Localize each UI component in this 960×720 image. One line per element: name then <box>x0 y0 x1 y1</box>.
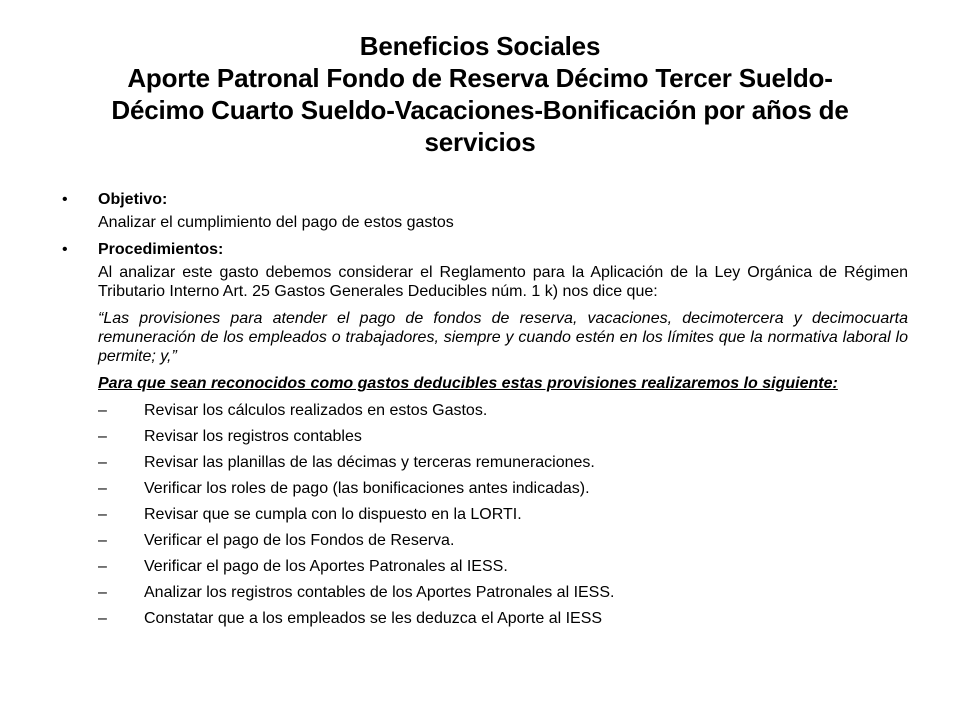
bullet-marker: • <box>62 241 68 258</box>
bullet-marker: • <box>62 191 68 208</box>
regulation-quote: “Las provisiones para atender el pago de fondos de reserva, vacaciones, decimotercera y decimocuarta remuneración de los empleados o trabajadores, siempre y cuando estén en los límites que la normativa laboral lo permite; y,” <box>98 310 908 365</box>
deductible-heading: Para que sean reconocidos como gastos deducibles estas provisiones realizaremos lo siguiente: <box>98 375 838 392</box>
procedimientos-intro: Al analizar este gasto debemos considerar el Reglamento para la Aplicación de la Ley Orgánica de Régimen Tributario Interno Art. 25 Gastos Generales Deducibles núm. 1 k) nos dice que: <box>98 264 908 300</box>
list-item <box>98 479 908 505</box>
list-item <box>98 505 908 531</box>
dash-marker: – <box>98 610 107 627</box>
slide-body <box>60 190 908 635</box>
title-line-1: Beneficios Sociales <box>359 31 601 61</box>
procedimientos-bullet <box>60 240 908 259</box>
dash-marker: – <box>98 428 107 445</box>
dash-marker: – <box>98 402 107 419</box>
dash-marker: – <box>98 558 107 575</box>
procedimientos-label: Procedimientos: <box>98 241 224 258</box>
slide-title <box>70 30 890 158</box>
objetivo-text: Analizar el cumplimiento del pago de estos gastos <box>98 214 454 231</box>
objetivo-bullet <box>60 190 908 209</box>
title-line-2: Aporte Patronal Fondo de Reserva Décimo Tercer Sueldo- <box>127 63 833 93</box>
steps-list <box>60 401 908 635</box>
step-text: Verificar los roles de pago (las bonificaciones antes indicadas). <box>144 480 590 497</box>
list-item <box>98 557 908 583</box>
step-text: Revisar los cálculos realizados en estos Gastos. <box>144 402 488 419</box>
dash-marker: – <box>98 480 107 497</box>
dash-marker: – <box>98 454 107 471</box>
list-item <box>98 427 908 453</box>
step-text: Analizar los registros contables de los Aportes Patronales al IESS. <box>144 584 615 601</box>
title-line-3: Décimo Cuarto Sueldo-Vacaciones-Bonificación por años de <box>111 95 849 125</box>
list-item <box>98 453 908 479</box>
step-text: Revisar las planillas de las décimas y terceras remuneraciones. <box>144 454 595 471</box>
objetivo-label: Objetivo: <box>98 191 168 208</box>
dash-marker: – <box>98 584 107 601</box>
step-text: Verificar el pago de los Fondos de Reserva. <box>144 532 455 549</box>
list-item <box>98 583 908 609</box>
step-text: Revisar los registros contables <box>144 428 362 445</box>
dash-marker: – <box>98 506 107 523</box>
title-line-4: servicios <box>424 127 536 157</box>
list-item <box>98 401 908 427</box>
list-item <box>98 609 908 635</box>
step-text: Constatar que a los empleados se les deduzca el Aporte al IESS <box>144 610 603 627</box>
step-text: Revisar que se cumpla con lo dispuesto en la LORTI. <box>144 506 522 523</box>
list-item <box>98 531 908 557</box>
step-text: Verificar el pago de los Aportes Patronales al IESS. <box>144 558 508 575</box>
dash-marker: – <box>98 532 107 549</box>
